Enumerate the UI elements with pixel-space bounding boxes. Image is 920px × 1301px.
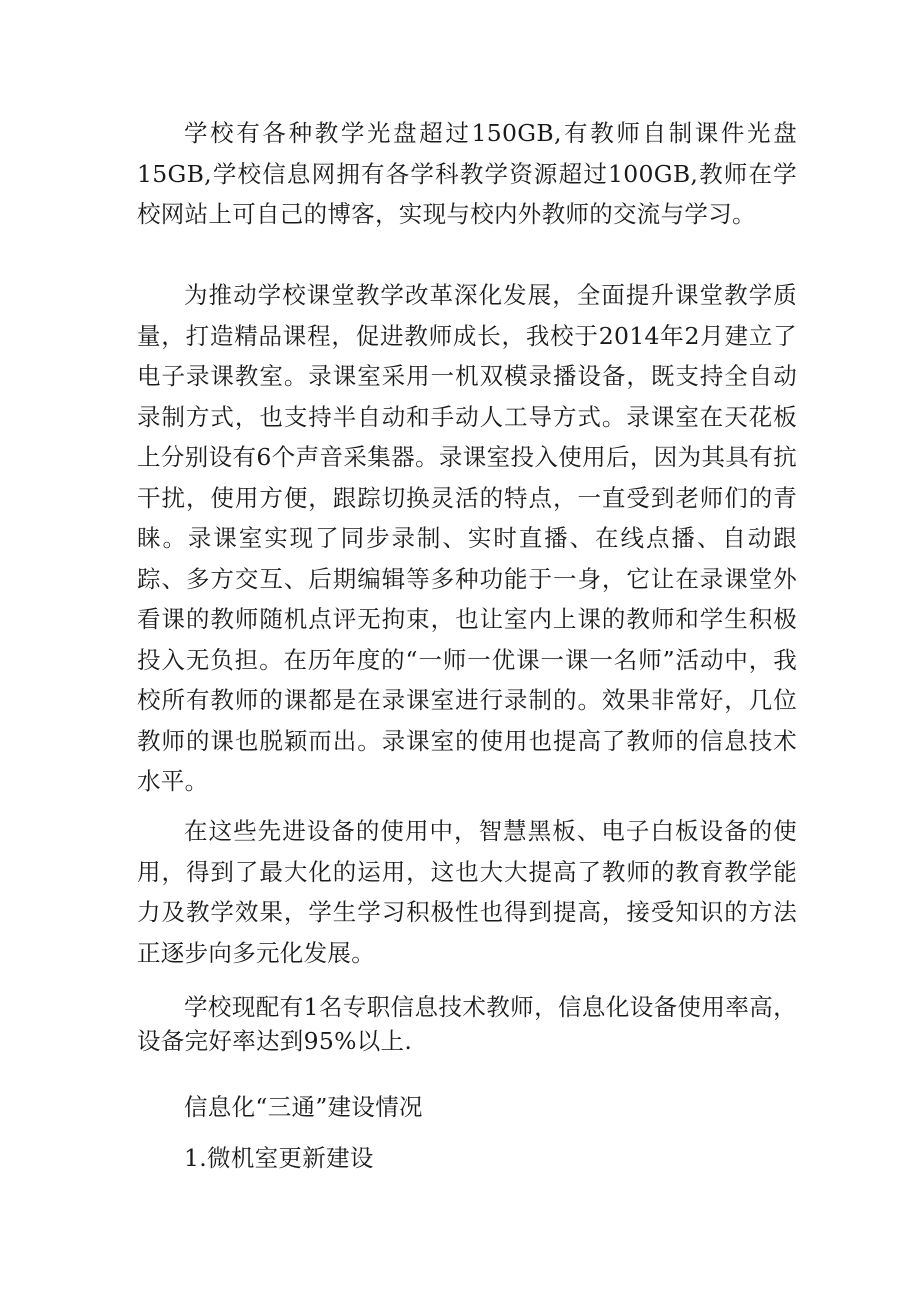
subsection-heading: 1.微机室更新建设 xyxy=(184,1144,374,1172)
paragraph-advanced-equipment: 在这些先进设备的使用中，智慧黑板、电子白板设备的使用，得到了最大化的运用，这也大大提高了教师的教育教学能力及教学效果，学生学习积极性也得到提高，接受知识的方法正逐步向多元化发展。 xyxy=(137,817,797,967)
paragraph-teaching-resources: 学校有各种教学光盘超过150GB,有教师自制课件光盘15GB,学校信息网拥有各学科教学资源超过100GB,教师在学校网站上可自己的博客，实现与校内外教师的交流与学习。 xyxy=(137,119,797,228)
paragraph-it-teacher: 学校现配有1名专职信息技术教师，信息化设备使用率高，设备完好率达到95%以上. xyxy=(137,993,797,1055)
paragraph-recording-classroom: 为推动学校课堂教学改革深化发展，全面提升课堂教学质量，打造精品课程，促进教师成长，我校于2014年2月建立了电子录课教室。录课室采用一机双模录播设备，既支持全自动录制方式，也支持半自动和手动人工导方式。录课室在天花板上分别设有6个声音采集器。录课室投入使用后，因为其具有抗干扰，使用方便，跟踪切换灵活的特点，一直受到老师们的青睐。录课室实现了同步录制、实时直播、在线点播、自动跟踪、多方交互、后期编辑等多种功能于一身，它让在录课堂外看课的教师随机点评无拘束，也让室内上课的教师和学生积极投入无负担。在历年度的“一师一优课一课一名师”活动中，我校所有教师的课都是在录课室进行录制的。效果非常好，几位教师的课也脱颖而出。录课室的使用也提高了教师的信息技术水平。 xyxy=(137,281,797,795)
section-heading: 信息化“三通”建设情况 xyxy=(184,1093,423,1121)
